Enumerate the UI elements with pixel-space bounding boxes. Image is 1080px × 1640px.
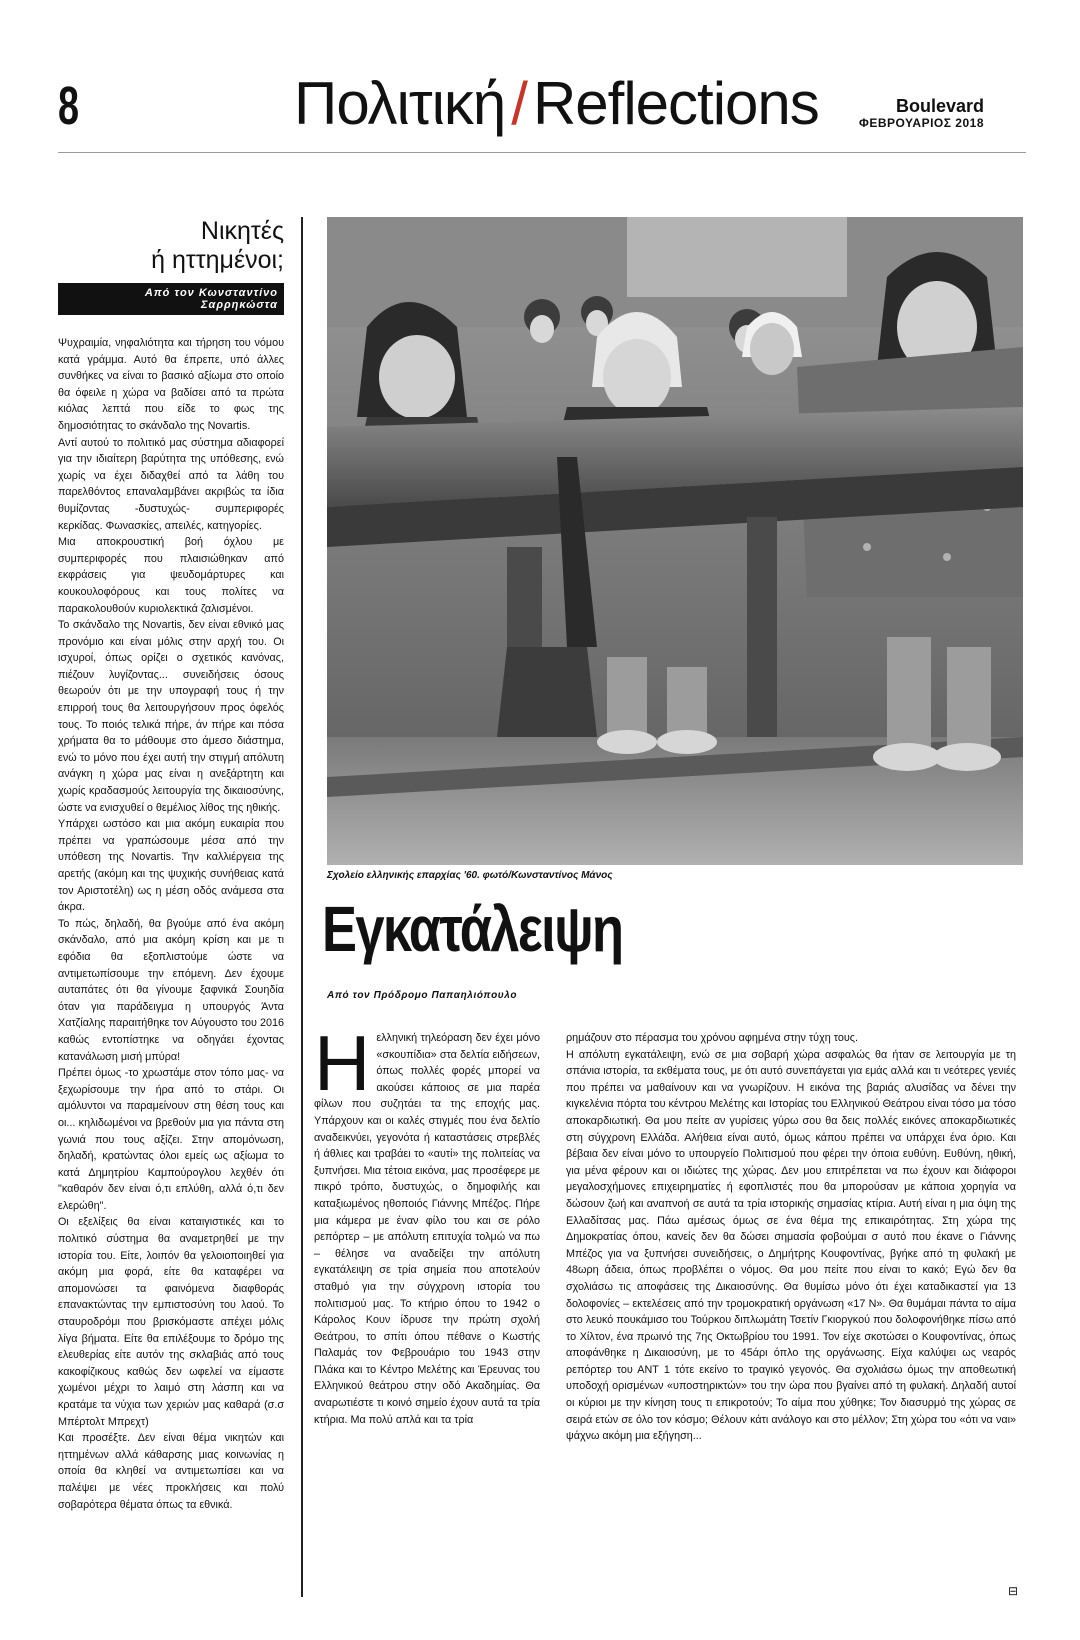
article-headline: Εγκατάλειψη [322, 893, 623, 965]
drop-cap: Η [314, 1019, 371, 1107]
opinion-paragraph: Και προσέξτε. Δεν είναι θέμα νικητών και ηττημένων αλλά κάθαρσης μιας κοινωνίας η οποία θα κληθεί να αντιμετωπίσει και να παλέψει με νέες προκλήσεις και πολύ σοβαρότερα θέματα όπως τα εθνικά. [58, 1432, 284, 1511]
section-title-english: Reflections [532, 70, 819, 137]
section-title [294, 72, 819, 136]
opinion-paragraph: Πρέπει όμως -το χρωστάμε στον τόπο μας- να ξεχωρίσουμε την ήρα από το στάρι. Οι αμόλυντοι να παραμείνουν στη θέση τους και οι... κηλιδωμένοι να βρεθούν μια για πάντα στη γωνιά που τους αξίζει. Στην απομόνωση, δηλαδή, κρατώντας όλοι εμείς ως αξίωμα το κατά Δημητρίου Καμπούρογλου λεχθέν ότι "καθαρόν δεν είναι ό,τι επλύθη, αλλά ό,τι δεν ελερώθη". [58, 1067, 284, 1212]
article-column-1 [314, 1019, 540, 1428]
photo-caption: Σχολείο ελληνικής επαρχίας '60. φωτό/Κωνσταντίνος Μάνος [327, 870, 613, 881]
opinion-paragraph: Οι εξελίξεις θα είναι καταιγιστικές και το πολιτικό σύστημα θα αναμετρηθεί με την ιστορία του. Είτε, λοιπόν θα γελοιοποιηθεί για ακόμη μια φορά, είτε θα καταφέρει να απομονώσει τα φαινόμενα διαφθοράς επανακτώντας την εμπιστοσύνη του λαού. Το σταυροδρόμι που βρισκόμαστε απέχει μόλις λίγα βήματα. Είτε θα επιλέξουμε το δρόμο της ελευθερίας είτε αυτόν της σκλαβιάς από τους κακοφίζικους καθώς δεν ωφελεί να είμαστε χωμένοι μέχρι το λαιμό στη λάσπη και να κρατάμε τα νύχια των χεριών μας καθαρά (σ.σ Μπέρτολτ Μπρεχτ) [58, 1216, 284, 1428]
issue-date: ΦΕΒΡΟΥΑΡΙΟΣ 2018 [858, 116, 984, 130]
opinion-title-line2: ή ηττημένοι; [151, 246, 284, 274]
article-byline: Από τον Πρόδρομο Παπαηλιόπουλο [327, 990, 518, 1001]
article-paragraph: Η απόλυτη εγκατάλειψη, ενώ σε μια σοβαρή χώρα ασφαλώς θα ήταν σε λειτουργία με τη σπάνια ιστορία, τα εκθέματα τους, με ότι αυτό συνεπάγεται για εμάς αλλά και τι νεότερες γενιές που πρέπει να μαθαίνουν και να γνωρίζουν. Η εικόνα της βαριάς αλυσίδας να δένει την κιγκελένια πόρτα του κέντρου Μελέτης και Ιστορίας του Ελληνικού Θεάτρου είναι τόσο μα τόσο αποκαρδιωτική. Θα μου πείτε αν γυρίσεις γύρω σου θα δεις πολλές εικόνες αποκαρδιωτικές στη σύγχρονη Ελλάδα. Αλήθεια είναι αυτό, όμως κάπου πρέπει να υπάρχει ένα όριο. Και βέβαια δεν είναι μόνο το υπουργείο Πολιτισμού που φέρει την όποια ευθύνη. Ευθύνη, ηθική, για μένα φέρουν και οι ιδιώτες της χώρας. Δεν μου επιτρέπεται να πω έχουν και διάφοροι μεγαλοσχήμονες επιχειρηματίες ή εφοπλιστές που θα μπορούσαν με κάποια χορηγία να δώσουν ζωή και αναπνοή σε αυτά τα τρία ιστορικής σημασίας κτίρια. Αυτή είναι η μια όψη της Ελλαδίτσας μας. Πάω αμέσως όμως σε ένα θέμα της επικαιρότητας. Στη χώρα της Δημοκρατίας όπου, κανείς δεν θα δώσει σημασία φοβούμαι σ αυτό που έκανε ο Γιάννης Μπέζος για να ξυπνήσει συνειδήσεις, ο Δημήτρης Κουφοντίνας, βγήκε από τη φυλακή με 48ωρη άδεια, όπως προβλέπει ο νόμος. Θα μου πείτε που είναι το κακό; Εγώ δεν θα σχολιάσω τις αποφάσεις της Δικαιοσύνης. Θα θυμίσω μόνο ότι έχει καταδικαστεί για 13 δολοφονίες – εκτελέσεις από την τρομοκρατική οργάνωση «17 Ν». Θα θυμάμαι πάντα το αίμα στο λευκό πουκάμισο του Τούρκου διπλωμάτη Τσετίν Γκιοργκού που δολοφονήθηκε πίσω από το Χίλτον, ένα πρωινό της 7ης Οκτωβρίου του 1991. Τον είχε σκοτώσει ο Κουφοντίνας, όπως αποφάνθηκε η Δικαιοσύνη, με το 45άρι όπλο της οργάνωσης. Είχα καλύψει ως νεαρός ρεπόρτερ του ΑΝΤ 1 τότε εκείνο το τραγικό γεγονός. Θα σχολιάσω όμως την αποθεωτική υποδοχή ορισμένων «υποστηρικτών» του την ώρα που βγαίνει από τη φυλακή. Δηλαδή αυτοί οι κύριοι με την κίνηση τους τι επικροτούν; Το αίμα που χύθηκε; Τον διασυρμό της χώρας σε σειρά ετών σε όλο τον κόσμο; Θέλουν κάτι ανάλογο και στο μέλλον; Στη χώρα του «ότι να ναι» ψάχνω ακόμη μια εξήγηση... [566, 1048, 1016, 1443]
opinion-byline: Από τον Κωνσταντίνο Σαρρηκώστα [58, 283, 284, 315]
header-divider [58, 152, 1026, 153]
opinion-column [58, 217, 284, 1513]
article-paragraph: ρημάζουν στο πέρασμα του χρόνου αφημένα στην τύχη τους. [566, 1032, 858, 1044]
page-number: 8 [58, 76, 80, 136]
article-paragraph: ελληνική τηλεόραση δεν έχει μόνο «σκουπίδια» στα δελτία ειδήσεων, όπως πολλές φορές μπορεί να ακούσει κάποιος σε μια παρέα φίλων που συζητάει τα της εποχής μας. Υπάρχουν και οι καλές στιγμές που ένα δελτίο αναδεικνύει, γεγονότα ή καταστάσεις στρεβλές ή άθλιες και τραβάει το «αυτί» της πολιτείας να ξυπνήσει. Μια τέτοια εικόνα, μας προσέφερε με πικρό τρόπο, δυστυχώς, ο δημοφιλής και καταξιωμένος ηθοποιός Γιάννης Μπέζος. Πήρε μια κάμερα με έναν φίλο του και σε ρόλο ρεπόρτερ – με απόλυτη επιτυχία τολμώ να πω – θέλησε να αναδείξει την απόλυτη εγκατάλειψη σε τρία σημεία που αποτελούν σταθμό για την σύγχρονη ιστορία του πολιτισμού μας. Το κτήριο όπου το 1942 ο Κάρολος Κουν ίδρυσε την πρώτη σχολή Θεάτρου, το σπίτι όπου πέθανε ο Κωστής Παλαμάς τον Φεβρουάριο του 1943 στην Πλάκα και το Κέντρο Μελέτης και Έρευνας του Ελληνικού θεάτρου στην οδό Ακαδημίας. Θα αναρωτιέστε τι κοινό σημείο έχουν αυτά τα τρία κτήρια. Μα πολύ απλά και τα τρία [314, 1032, 540, 1426]
opinion-body [58, 335, 284, 1513]
opinion-paragraph: Αντί αυτού το πολιτικό μας σύστημα αδιαφορεί για την ιδιαίτερη βαρύτητα της υπόθεσης, ενώ χωρίς να έχει διδαχθεί από τα λάθη του παρελθόντος επαναλαμβάνει ακριβώς τα ίδια θυμίζοντας -δυστυχώς- συμπεριφορές κερκίδας. Φωνασκίες, απειλές, κατηγορίες. [58, 436, 284, 532]
article-column-2 [566, 1030, 1016, 1445]
brand-name: Boulevard [895, 96, 984, 116]
end-of-article-icon: ⊟ [1008, 1584, 1019, 1598]
opinion-paragraph: Υπάρχει ωστόσο και μια ακόμη ευκαιρία που πρέπει να γραπώσουμε μέσα από την υπόθεση της Novartis. Την καλλιέργεια της αρετής (ακόμη και της ψυχικής συνήθειας κατά τον Αριστοτέλη) ως η μέση οδός ανάμεσα στα άκρα. [58, 818, 284, 914]
opinion-paragraph: Ψυχραιμία, νηφαλιότητα και τήρηση του νόμου κατά γράμμα. Αυτό θα έπρεπε, υπό άλλες συνθήκες να είναι το βασικό αξίωμα στο οποίο θα όφειλε η χώρα να βαδίσει από τα πρώτα κιόλας λεπτά που είδε το φως της δημοσιότητας το σκάνδαλο της Novartis. [58, 337, 284, 432]
opinion-paragraph: Το πώς, δηλαδή, θα βγούμε από ένα ακόμη σκάνδαλο, από μια ακόμη κρίση και με τι εφόδια θα εξοπλιστούμε ώστε να αντιμετωπίσουμε την επόμενη. Δεν έχουμε αυταπάτες ότι θα γίνουμε ξαφνικά Σουηδία όταν για παράδειγμα η υπουργός Άντα Χατζίαλης παραιτήθηκε τον Αύγουστο του 2016 καθώς εντοπίστηκε να οδηγάει έχοντας κατανάλωση μισή μπύρα! [58, 917, 284, 1063]
opinion-title-line1: Νικητές [200, 217, 284, 245]
column-divider [301, 217, 303, 1597]
section-title-greek: Πολιτική [294, 70, 506, 137]
masthead-brand [859, 96, 984, 130]
section-slash: / [511, 70, 527, 137]
opinion-paragraph: Το σκάνδαλο της Novartis, δεν είναι εθνικό μας προνόμιο και είναι μόλις στην αρχή του. Οι ισχυροί, όπως ορίζει ο σχετικός κανόνας, πιέζουν λυγίζοντας... συνειδήσεις όσους θεωρούν ότι με την υπογραφή τους ή την επιρροή τους θα λειτουργήσουν προς όφελός τους. Το ποιός τελικά πήρε, άν πήρε και πόσα χρήματα θα το μάθουμε στο άμεσο διάστημα, ενώ το μόνο που έχει αυτή την στιγμή απόλυτη ανάγκη η χώρα μας είναι η ανεξάρτητη και χωρίς κραδασμούς λειτουργία της δικαιοσύνης, ώστε να ενισχυθεί ο θεμέλιος λίθος της ηθικής. [58, 619, 284, 814]
opinion-paragraph: Μια αποκρουστική βοή όχλου με συμπεριφορές που πλαισιώθηκαν από εκφράσεις για ψευδομάρτυρες και κουκουλοφόρους και τους πολίτες να παρακολουθούν κυριολεκτικά ζαλισμένοι. [58, 536, 284, 615]
opinion-title [58, 217, 284, 275]
classroom-photo [327, 217, 1023, 865]
